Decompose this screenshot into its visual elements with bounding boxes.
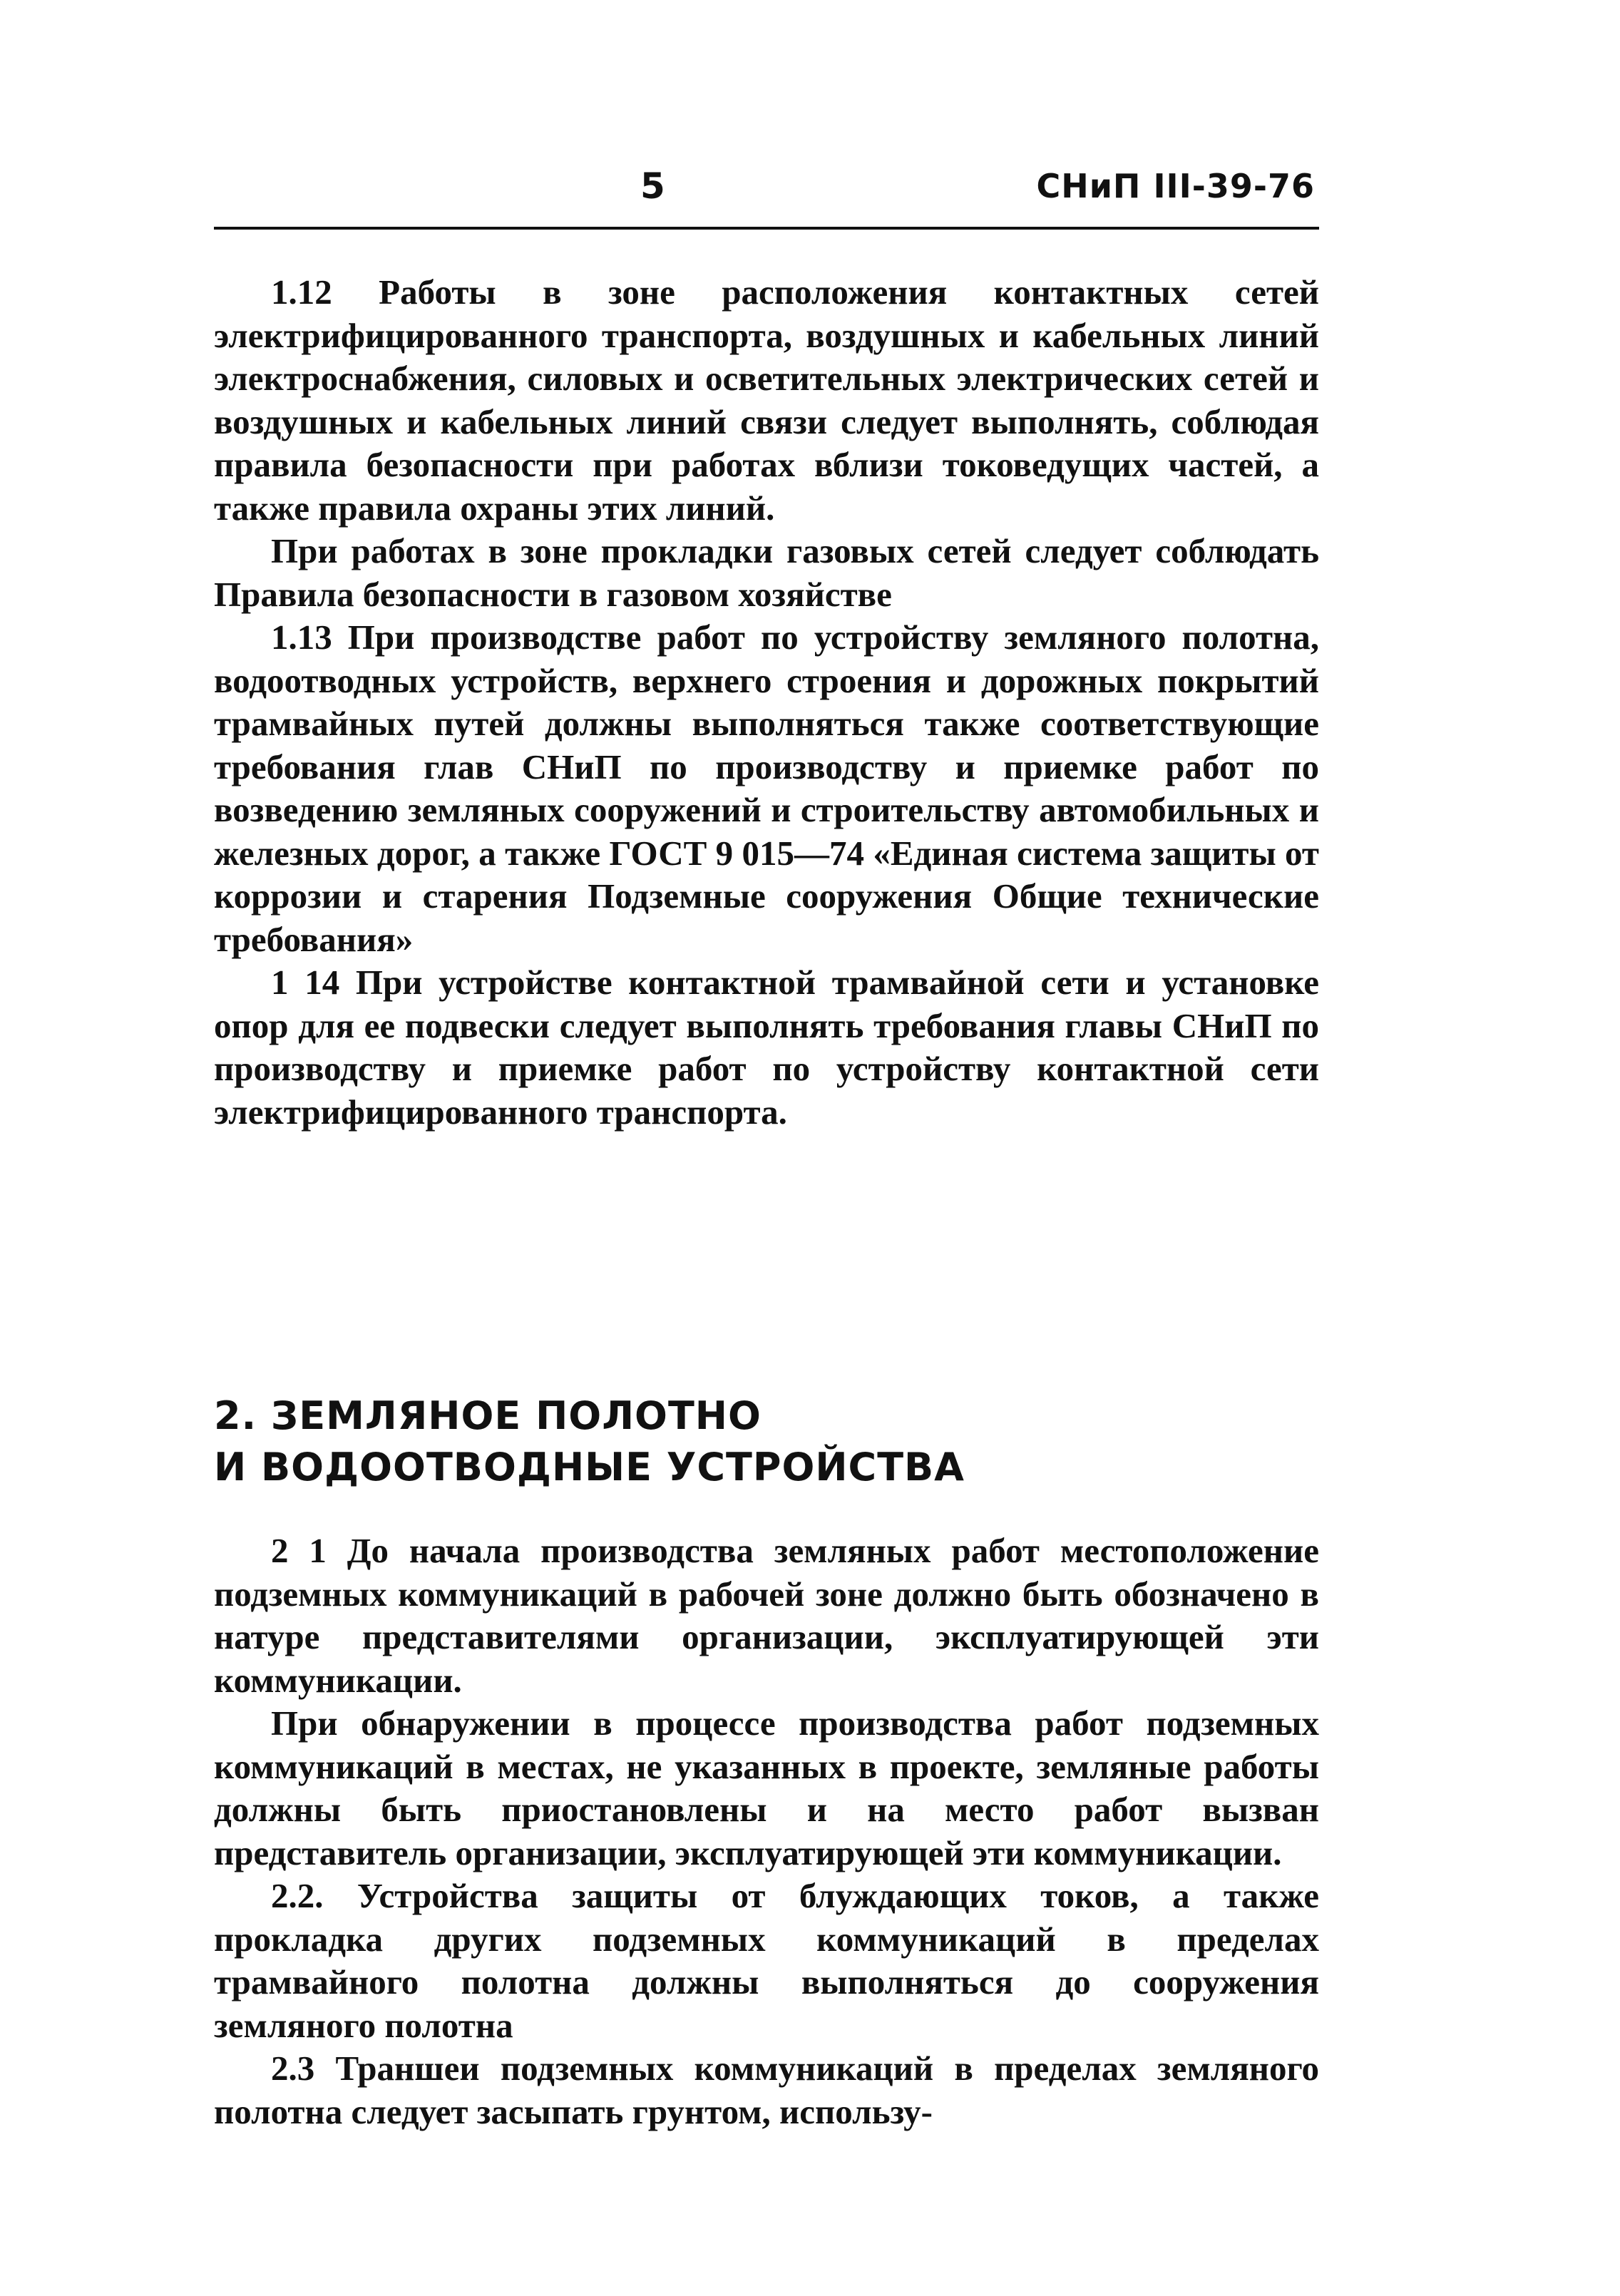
paragraph-2-2: 2.2. Устройства защиты от блуждающих токов, а также прокладка других подземных коммуникаций в пределах трамвайного полотна должны выполняться до сооружения земляного полотна: [214, 1876, 1319, 2045]
section-heading-line-1: 2. ЗЕМЛЯНОЕ ПОЛОТНО: [214, 1393, 762, 1438]
paragraph-2-1: 2 1 До начала производства земляных работ местоположение подземных коммуникаций в рабочей зоне должно быть обозначено в натуре представителями организации, эксплуатирующей эти коммуникации.: [214, 1531, 1319, 1700]
section-heading-line-2: И ВОДООТВОДНЫЕ УСТРОЙСТВА: [214, 1445, 965, 1490]
page-header: [214, 164, 1319, 221]
paragraph-discovery: При обнаружении в процессе производства работ подземных коммуникаций в местах, не указанных в проекте, земляные работы должны быть приостановлены и на место работ вызван представитель организации, эксплуатирующей эти коммуникации.: [214, 1703, 1319, 1872]
document-code: СНиП III-39-76: [1036, 167, 1315, 205]
paragraph-1-13: 1.13 При производстве работ по устройству земляного полотна, водоотводных устройств, верхнего строения и дорожных покрытий трамвайных путей должны выполняться также соответствующие требования глав СНиП по производству и приемке работ по возведению земляных сооружений и строительству автомобильных и железных дорог, а также ГОСТ 9 015—74 «Единая система защиты от коррозии и старения Подземные сооружения Общие технические требования»: [214, 617, 1319, 959]
paragraph-2-3: 2.3 Траншеи подземных коммуникаций в пределах земляного полотна следует засыпать грунтом, использу-: [214, 2049, 1319, 2131]
section-heading-block: [214, 1390, 1319, 1493]
paragraph-1-12: 1.12 Работы в зоне расположения контактных сетей электрифицированного транспорта, воздушных и кабельных линий электроснабжения, силовых и осветительных электрических сетей и воздушных и кабельных линий связи следует выполнять, соблюдая правила безопасности при работах вблизи токоведущих частей, а также правила охраны этих линий.: [214, 272, 1319, 528]
header-rule: [214, 227, 1319, 230]
paragraph-gas-networks: При работах в зоне прокладки газовых сетей следует соблюдать Правила безопасности в газовом хозяйстве: [214, 531, 1319, 614]
document-page: [214, 164, 1319, 2131]
page-number: 5: [640, 165, 665, 207]
text-block-bottom: [214, 1529, 1319, 2133]
text-block-top: [214, 271, 1319, 1134]
paragraph-1-14: 1 14 При устройстве контактной трамвайной сети и установке опор для ее подвески следует выполнять требования главы СНиП по производству и приемке работ по устройству контактной сети электрифицированного транспорта.: [214, 963, 1319, 1132]
